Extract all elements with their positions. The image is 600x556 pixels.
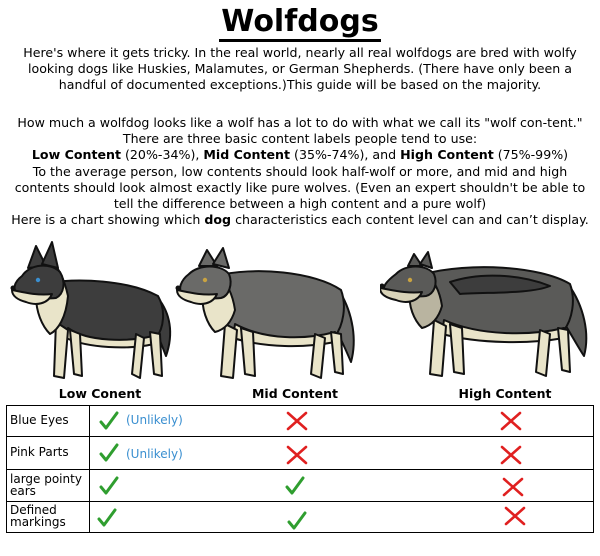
row-label: Defined markings bbox=[7, 502, 90, 532]
cross-icon bbox=[286, 411, 308, 431]
cross-icon bbox=[500, 411, 522, 431]
cross-icon bbox=[504, 506, 526, 526]
check-icon bbox=[96, 507, 118, 529]
content-levels-line bbox=[10, 147, 590, 163]
unlikely-note: (Unlikely) bbox=[126, 447, 183, 461]
mid-content-range: (35%-74%), and bbox=[290, 147, 401, 163]
check-icon bbox=[286, 510, 308, 532]
high-content-wolfdog-illustration bbox=[380, 248, 595, 388]
low-content-wolfdog-illustration bbox=[8, 238, 178, 388]
chart-intro-bold: dog bbox=[204, 212, 232, 228]
caption-high-content: High Content bbox=[458, 386, 552, 401]
row-label: Blue Eyes bbox=[7, 406, 90, 436]
check-icon bbox=[98, 410, 120, 432]
explain-text: To the average person, low contents should look half-wolf or more, and mid and high contents should look almost exactly like pure wolves. (Even an expert shouldn't be able to tell the difference between a high content and a pure wolf) bbox=[14, 163, 586, 212]
chart-intro-post: characteristics each content level can and can’t display. bbox=[231, 212, 589, 228]
low-content-range: (20%-34%), bbox=[121, 147, 204, 163]
intro-paragraph: Here's where it gets tricky. In the real world, nearly all real wolfdogs are bred with wolfy looking dogs like Huskies, Malamutes, or German Shepherds. (There have only been a handful of documented exceptions.)This guide will be based on the majority. bbox=[23, 45, 577, 93]
check-icon bbox=[98, 442, 120, 464]
caption-mid-content: Mid Content bbox=[251, 386, 338, 401]
cross-icon bbox=[286, 445, 308, 465]
cross-icon bbox=[502, 477, 524, 497]
caption-low-content: Low Conent bbox=[58, 386, 142, 401]
high-content-range: (75%-99%) bbox=[493, 147, 569, 163]
high-content-label: High Content bbox=[400, 147, 494, 163]
content-intro-text: How much a wolfdog looks like a wolf has a lot to do with what we call its "wolf con-tent." There are three basic content labels people tend to use: bbox=[17, 115, 583, 147]
row-label: large pointy ears bbox=[7, 470, 90, 501]
check-icon bbox=[98, 475, 120, 497]
chart-intro-pre: Here is a chart showing which bbox=[11, 212, 205, 228]
low-content-label: Low Content bbox=[31, 147, 121, 163]
mid-content-label: Mid Content bbox=[203, 147, 291, 163]
row-label: Pink Parts bbox=[7, 437, 90, 469]
check-icon bbox=[284, 475, 306, 497]
mid-content-wolfdog-illustration bbox=[175, 244, 365, 389]
unlikely-note: (Unlikely) bbox=[126, 413, 183, 427]
cross-icon bbox=[500, 445, 522, 465]
chart-intro-text bbox=[10, 212, 590, 228]
page-title: Wolfdogs bbox=[0, 4, 600, 40]
content-paragraph bbox=[10, 115, 590, 228]
